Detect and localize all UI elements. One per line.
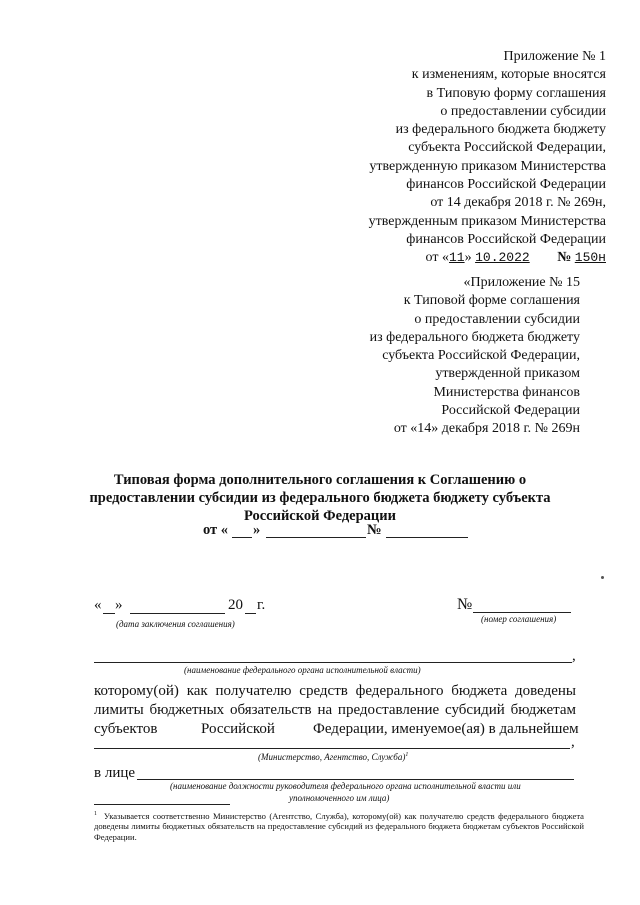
appendix-1-line: о предоставлении субсидии bbox=[440, 103, 606, 119]
footnote-ref-mark: 1 bbox=[405, 752, 409, 758]
person-caption-line-2: уполномоченного им лица) bbox=[289, 793, 390, 803]
ministry-blank[interactable] bbox=[94, 748, 570, 749]
appendix-1-date-line bbox=[369, 249, 606, 267]
appendix-15-line: из федерального бюджета бюджету bbox=[369, 329, 580, 345]
title-date-sep: » bbox=[253, 522, 261, 538]
num-prefix: № bbox=[557, 250, 572, 266]
appendix-1-line: Приложение № 1 bbox=[503, 49, 606, 64]
date-year-suffix: г. bbox=[257, 597, 266, 613]
title-line: Российской Федерации bbox=[243, 508, 396, 524]
date-open-quote: « bbox=[94, 597, 102, 613]
appendix-15-line: Министерства финансов bbox=[433, 384, 580, 400]
title-line: Типовая форма дополнительного соглашения к Соглашению о bbox=[113, 472, 527, 488]
person-caption-line-1: (наименование должности руководителя федерального органа исполнительной власти или bbox=[170, 781, 521, 791]
date-day: 11 bbox=[448, 250, 465, 266]
footnote-text: Указывается соответственно Министерство (Агентство, Служба), которому(ой) как получателю средств федерального бюджета доведены лимиты бюджетных обязательств на предоставление субсидий из федерального бюджета бюджетам субъектов Российской Федерации. bbox=[94, 810, 584, 843]
body-line-3-word-1: субъектов bbox=[94, 721, 158, 737]
ministry-comma: , bbox=[571, 734, 575, 750]
agreement-num-label: № bbox=[457, 596, 473, 613]
ministry-caption: (Министерство, Агентство, Служба)$^1$ bbox=[258, 752, 409, 762]
appendix-15-line: «Приложение № 15 bbox=[463, 275, 580, 290]
title-num-blank[interactable] bbox=[386, 537, 468, 538]
date-prefix: от « bbox=[425, 250, 449, 266]
title-month-blank[interactable] bbox=[266, 537, 366, 538]
date-sep: » bbox=[464, 250, 472, 266]
appendix-15-line: Российской Федерации bbox=[441, 403, 580, 419]
date-caption: (дата заключения соглашения) bbox=[116, 619, 235, 629]
body-line-1: которому(ой) как получателю средств федерального бюджета доведены bbox=[94, 683, 576, 699]
body-line-3-word-2: Российской bbox=[201, 721, 275, 737]
title-num-label: № bbox=[367, 522, 382, 538]
date-rest: 10.2022 bbox=[475, 250, 530, 266]
appendix-15-line: субъекта Российской Федерации, bbox=[382, 348, 580, 364]
appendix-1-line: в Типовую форму соглашения bbox=[426, 85, 606, 101]
footnote-separator bbox=[94, 804, 230, 805]
appendix-1-header bbox=[369, 48, 606, 268]
title-day-blank[interactable] bbox=[232, 537, 252, 538]
appendix-1-line: субъекта Российской Федерации, bbox=[408, 140, 606, 156]
appendix-1-line: финансов Российской Федерации bbox=[406, 177, 606, 193]
appendix-1-line: от 14 декабря 2018 г. № 269н, bbox=[430, 195, 606, 211]
document-title bbox=[60, 471, 580, 525]
appendix-15-line: к Типовой форме соглашения bbox=[403, 293, 580, 309]
date-year: 20 bbox=[228, 597, 243, 613]
date-month-blank[interactable] bbox=[130, 613, 225, 614]
scan-speck bbox=[601, 576, 604, 579]
appendix-15-line: утвержденной приказом bbox=[435, 366, 580, 382]
body-line-3-word-3: Федерации, именуемое(ая) в дальнейшем bbox=[313, 721, 579, 737]
appendix-15-line: от «14» декабря 2018 г. № 269н bbox=[393, 421, 580, 437]
footnote-mark: 1 bbox=[94, 811, 97, 817]
appendix-15-line: о предоставлении субсидии bbox=[414, 311, 580, 327]
title-line: предоставлении субсидии из федерального бюджета бюджету субъекта bbox=[89, 490, 551, 506]
person-blank[interactable] bbox=[137, 779, 574, 780]
federal-organ-blank[interactable] bbox=[94, 662, 572, 663]
title-date-label: от « bbox=[203, 522, 229, 538]
date-year-blank[interactable] bbox=[245, 613, 256, 614]
appendix-1-line: финансов Российской Федерации bbox=[406, 231, 606, 247]
appendix-1-line: утвержденную приказом Министерства bbox=[369, 158, 606, 174]
num-value: 150н bbox=[574, 250, 606, 266]
appendix-1-line: утвержденным приказом Министерства bbox=[368, 213, 606, 229]
date-day-blank[interactable] bbox=[103, 613, 115, 614]
appendix-1-line: к изменениям, которые вносятся bbox=[411, 67, 606, 83]
date-close-quote: » bbox=[115, 597, 123, 613]
person-label: в лице bbox=[94, 765, 136, 781]
federal-organ-comma: , bbox=[572, 648, 576, 664]
agreement-num-caption: (номер соглашения) bbox=[481, 614, 557, 624]
footnote bbox=[94, 809, 584, 843]
body-line-2: лимиты бюджетных обязательств на предоставление субсидий бюджетам bbox=[94, 702, 576, 718]
appendix-1-line: из федерального бюджета бюджету bbox=[395, 122, 606, 138]
federal-organ-caption: (наименование федерального органа исполнительной власти) bbox=[184, 665, 421, 675]
appendix-15-header bbox=[370, 274, 580, 439]
agreement-num-blank[interactable] bbox=[473, 612, 571, 613]
